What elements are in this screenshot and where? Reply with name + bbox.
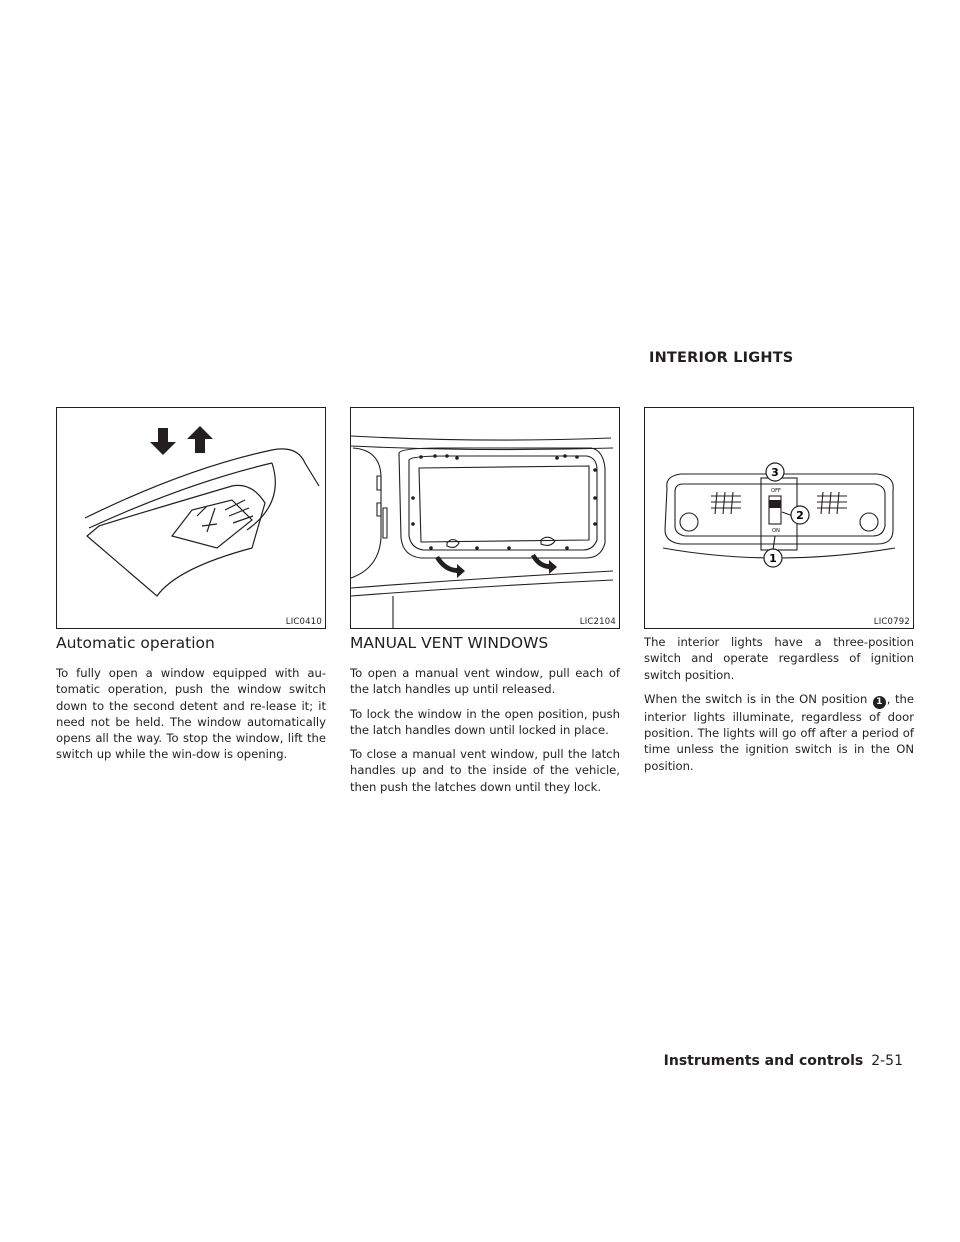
- paragraph: The interior lights have a three-position switch and operate regardless of ignition switch position.: [644, 635, 914, 682]
- callout-1: [764, 549, 782, 567]
- callout-1-icon: 1: [873, 696, 886, 709]
- callout-label: 1: [769, 552, 777, 565]
- page-footer: [664, 1053, 903, 1069]
- callout-2: [791, 506, 809, 524]
- paragraph: To lock the window in the open position, push the latch handles down until locked in place.: [350, 706, 620, 737]
- paragraph: To fully open a window equipped with au-tomatic operation, push the window switch down to the second detent and re-lease it; it need not be held. The window automatically opens all the way. To stop the window, lift the switch up while the win-dow is opening.: [56, 666, 326, 762]
- figure-code: LIC2104: [579, 617, 616, 627]
- paragraph-text: , the interior lights illuminate, regardless of door position. The lights will go off after a period of time unless the ignition switch is in the ON position.: [644, 691, 914, 773]
- window-switch-illustration: [57, 408, 325, 628]
- paragraph: [644, 691, 914, 774]
- switch-off-label: OFF: [771, 488, 781, 494]
- vent-window-figure: [350, 407, 620, 629]
- paragraph: To close a manual vent window, pull the latch handles up and to the inside of the vehicle, then push the latches down until they lock.: [350, 747, 620, 794]
- interior-lights-figure: [644, 407, 914, 629]
- window-switch-figure: [56, 407, 326, 629]
- column-automatic-operation: [56, 633, 326, 771]
- page-number: 2-51: [871, 1053, 903, 1069]
- heading-automatic-operation: Automatic operation: [56, 634, 215, 652]
- paragraph: To open a manual vent window, pull each of the latch handles up until released.: [350, 666, 620, 697]
- column-interior-lights: [644, 634, 914, 782]
- footer-chapter-title: Instruments and controls: [663, 1053, 864, 1069]
- section-heading: INTERIOR LIGHTS: [649, 350, 794, 366]
- switch-on-label: ON: [772, 528, 780, 534]
- column-manual-vent-windows: [350, 633, 620, 803]
- figure-code: LIC0792: [873, 617, 910, 627]
- figure-code: LIC0410: [285, 617, 322, 627]
- callout-label: 3: [771, 466, 779, 479]
- callout-3: [766, 463, 784, 481]
- callout-label: 2: [796, 509, 804, 522]
- paragraph-text: When the switch is in the ON position: [644, 691, 868, 706]
- interior-lights-illustration: [645, 408, 913, 628]
- arrow-icons: [150, 426, 213, 455]
- vent-window-illustration: [351, 408, 619, 628]
- heading-manual-vent-windows: MANUAL VENT WINDOWS: [350, 634, 549, 652]
